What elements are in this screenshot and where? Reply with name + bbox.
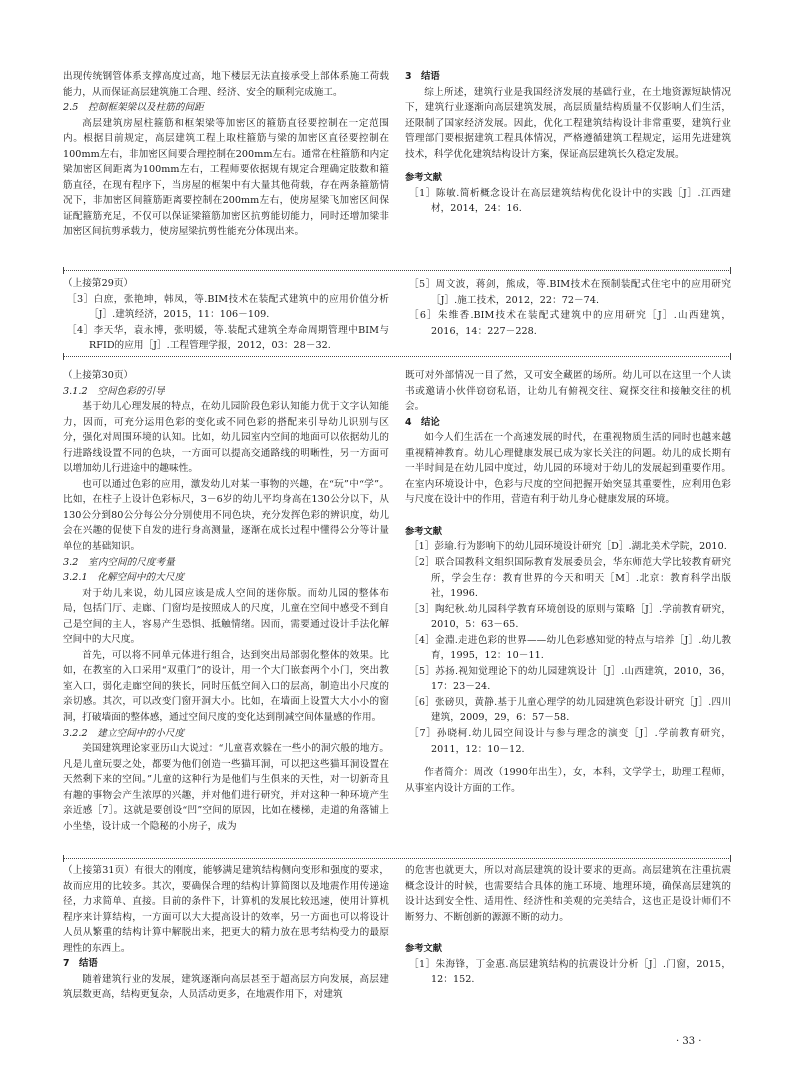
paragraph: 作者简介：周改（1990年出生），女，本科，文学学士，助理工程师，从事室内设计方面的工作。 [405,767,731,794]
subsection-heading: 2.5 控制框架梁以及柱筋的间距 [63,102,204,114]
paragraph: 首先，可以将不同单元体进行组合，达到突出局部弱化整体的效果。比如，在教室的入口采用“双重门”的设计，用一个大门嵌套两个小门，突出教室入口，弱化走廊空间的狭长，同时压低空间入口的层高，制造出小尺度的亲切感。其次，可以改变门窗开洞大小。比如，在墙面上设置大大小小的窗洞，打破墙面的整体感，通过空间尺度的变化达到削减空间体量感的作用。 [63,649,389,724]
reference-item: ［6］张磅贝，黄静.基于儿童心理学的幼儿园建筑色彩设计研究［J］.四川建筑，2009，29，6：57－58. [409,696,731,724]
paragraph: 出现传统钢管体系支撑高度过高，地下楼层无法直接承受上部体系施工荷载能力，从而保证高层建筑施工合理、经济、安全的顺利完成施工。 [63,71,389,98]
continuation-tag: （上接第29页） [63,278,134,289]
reference-item: ［1］朱海锋，丁金惠.高层建筑结构的抗震设计分析［J］.门窗，2015，12：152. [409,958,731,986]
block3-left-column [63,368,389,834]
paragraph: 也可以通过色彩的应用，激发幼儿对某一事物的兴趣，在“玩”中“学”。比如，在柱子上设计色彩标尺，3－6岁的幼儿平均身高在130公分以下，从130公分到80公分每公分分别使用不同色块，充分发挥色彩的辨识度，幼儿会在兴趣的促使下自发的进行身高测量，逐渐在成长过程中懂得公分等计量单位的基础知识。 [63,478,389,553]
block3-right-column [405,368,731,796]
paragraph: 高层建筑房屋柱箍筋和框架梁等加密区的箍筋直径要控制在一定范围内。根据目前规定，高层建筑工程上取柱箍筋与梁的加密区直径要控制在100mm左右，非加密区间要合理控制在200mm左右。通常在柱箍筋和内定梁加密区间距离为100mm左右，工程师要依据规有规定合理确定肢数和箍筋直径，在现有程序下，当房屋的框架中有大量其他荷载，存在两条箍筋情况下，非加密区间箍筋距离要控制在200mm左右，使房屋梁飞加密区间保证配箍筋充足，不仅可以保证梁箍筋加密区抗剪能切能力，同时还增加梁非加密区间抗剪承载力，使房屋梁抗剪性能充分体现出来。 [63,117,389,238]
reference-item: ［5］苏扬.视知觉理论下的幼儿园建筑设计［J］.山西建筑，2010，36，17：23－24. [409,665,731,693]
paragraph: 如今人们生活在一个高速发展的时代，在重视物质生活的同时也越来越重视精神教育。幼儿心理健康发展已成为家长关注的问题。幼儿的成长期有一半时间是在幼儿园中度过，幼儿园的环境对于幼儿的发展起到重要作用。在室内环境设计中，色彩与尺度的空间把握开始突显其重要性，应利用色彩与尺度在设计中的作用，营造有利于幼儿身心健康发展的环境。 [405,432,731,506]
reference-item: ［6］朱维香.BIM技术在装配式建筑中的应用研究［J］.山西建筑，2016，14：227－228. [409,310,731,337]
block2-left-column [63,276,389,354]
reference-item: ［1］陈敏.简析概念设计在高层建筑结构优化设计中的实践［J］.江西建材，2014，24：16. [409,187,731,215]
spacer [405,757,731,765]
reference-item: ［4］金淵.走进色彩的世界——幼儿色彩感知觉的特点与培养［J］.幼儿教育，1995，12：10－11. [409,634,731,662]
section-divider [63,858,731,859]
continuation-tag: （上接第30页） [63,370,134,381]
section-divider [63,356,731,357]
spacer [405,508,731,516]
spacer [405,516,731,524]
references-heading: 参考文献 [405,943,442,955]
block4-left-column [63,863,389,1003]
block1-right-column [405,69,731,217]
paragraph: 对于幼儿来说，幼儿园应该是成人空间的迷你版。而幼儿园的整体布局，包括门厅、走廊、门窗均是按照成人的尺度，儿童在空间中感受不到自己是空间的主人，容易产生恐惧、抵触情绪。因而，需要通过设计手法化解空间中的大尺度。 [63,587,389,646]
references-heading: 参考文献 [405,525,442,537]
page-number: · 33 · [676,1036,702,1047]
reference-item: ［1］彭瑜.行为影响下的幼儿园环境设计研究［D］.湖北美术学院，2010. [409,541,727,553]
paragraph: 随着建筑行业的发展，建筑逐渐向高层甚至于超高层方向发展，高层建筑层数更高，结构更复杂，人员活动更多，在地震作用下，对建筑 [63,973,389,1001]
block2-right-column [405,276,731,339]
section-heading: 4 结论 [405,416,440,428]
subsection-heading: 3.1.2 空间色彩的引导 [63,385,165,397]
section-heading: 7 结语 [63,958,98,970]
subsection-heading: 3.2.2 建立空间中的小尺度 [63,727,185,739]
paragraph: 的危害也就更大，所以对高层建筑的设计要求的更高。高层建筑在注重抗震概念设计的时候，也需要结合具体的施工环境、地理环境，确保高层建筑的设计达到安全性、适用性、经济性和美观的完美结合，这也正是设计师们不断努力、不断创新的源源不断的动力。 [405,865,731,923]
reference-item: ［3］陶纪秋.幼儿园科学教育环境创设的原则与策略［J］.学前教育研究，2010，5：63－65. [409,603,731,631]
reference-item: ［7］孙晓柯.幼儿园空间设计与参与理念的演变［J］.学前教育研究，2011，12：10－12. [409,728,731,755]
reference-item: ［3］白庶，张艳坤，韩凤，等.BIM技术在装配式建筑中的应用价值分析［J］.建筑经济，2015，11：106－109. [67,293,389,321]
reference-item: ［2］联合国教科文组织国际教育发展委员会，华东师范大学比较教育研究所，学会生存：教育世界的今天和明天［M］.北京：教育科学出版社，1996. [409,557,731,600]
references-heading: 参考文献 [405,172,442,184]
paragraph: 综上所述，建筑行业是我国经济发展的基础行业，在土地资源短缺情况下，建筑行业逐渐向高层建筑发展，高层质量结构质量不仅影响人们生活，还限制了国家经济发展。因此，优化工程建筑结构设计非常重要，建筑行业管理部门要根据建筑工程具体情况，严格遵循建筑工程规定，运用先进建筑技术，科学优化建筑结构设计方案，保证高层建筑长久稳定发展。 [405,86,731,160]
spacer [405,162,731,170]
block4-right-column [405,863,731,988]
paragraph: 既可对外部情况一目了然，又可安全藏匿的场所。幼儿可以在这里一个人读书或邀请小伙伴窃窃私语，让幼儿有俯视交往、窥探交往和接触交往的机会。 [405,370,731,413]
paragraph: 基于幼儿心理发展的特点，在幼儿园阶段色彩认知能力优于文字认知能力，因而，可充分运用色彩的变化或不同色彩的搭配来引导幼儿识别与区分，强化对周围环境的认知。比如，幼儿园室内空间的地面可以依据幼儿的行进路线设置不同的色块，一方面可以提高交通路线的明晰性，另一方面可以增加幼儿行进途中的趣味性。 [63,401,389,475]
section-heading: 3 结语 [405,71,440,82]
block1-left-column [63,69,389,240]
reference-item: ［5］周文波，蒋剑，熊成，等.BIM技术在预制装配式住宅中的应用研究［J］.施工技术，2012，22：72－74. [409,279,731,306]
reference-item: ［4］李天华，袁永博，张明媛，等.装配式建筑全寿命周期管理中BIM与RFID的应用［J］.工程管理学报，2012，03：28－32. [67,324,389,352]
subsection-heading: 3.2 室内空间的尺度考量 [63,556,175,568]
spacer [405,933,731,941]
paragraph: （上接第31页）有很大的刚度，能够满足建筑结构侧向变形和强度的要求，故而应用的比较多。其次，要确保合理的结构计算简图以及地震作用传递途径，力求简单、直接。目前的条件下，计算机的发展比较迅速，使用计算机程序来计算结构，一方面可以大大提高设计的效率，另一方面也可以将设计人员从繁重的结构计算中解脱出来，把更大的精力放在思考结构受力的最原理性的东西上。 [63,865,389,954]
spacer [405,925,731,933]
paragraph: 美国建筑理论家亚历山大说过：“儿童喜欢躲在一些小的洞穴般的地方。凡是儿童玩耍之处，都要为他们创造一些猫耳洞，可以把这些猫耳洞设置在天然剩下来的空间。”儿童的这种行为是他们与生俱来的天性，对一切新奇且有趣的事物会产生浓厚的兴趣，并对他们进行研究，并对这种一种环境产生亲近感［7］。这就是要创设“凹”空间的原因，比如在楼梯，走道的角落铺上小坐垫，设计成一个隐秘的小房子，成为 [63,743,389,832]
section-divider [63,270,731,271]
subsection-heading: 3.2.1 化解空间中的大尺度 [63,572,185,584]
